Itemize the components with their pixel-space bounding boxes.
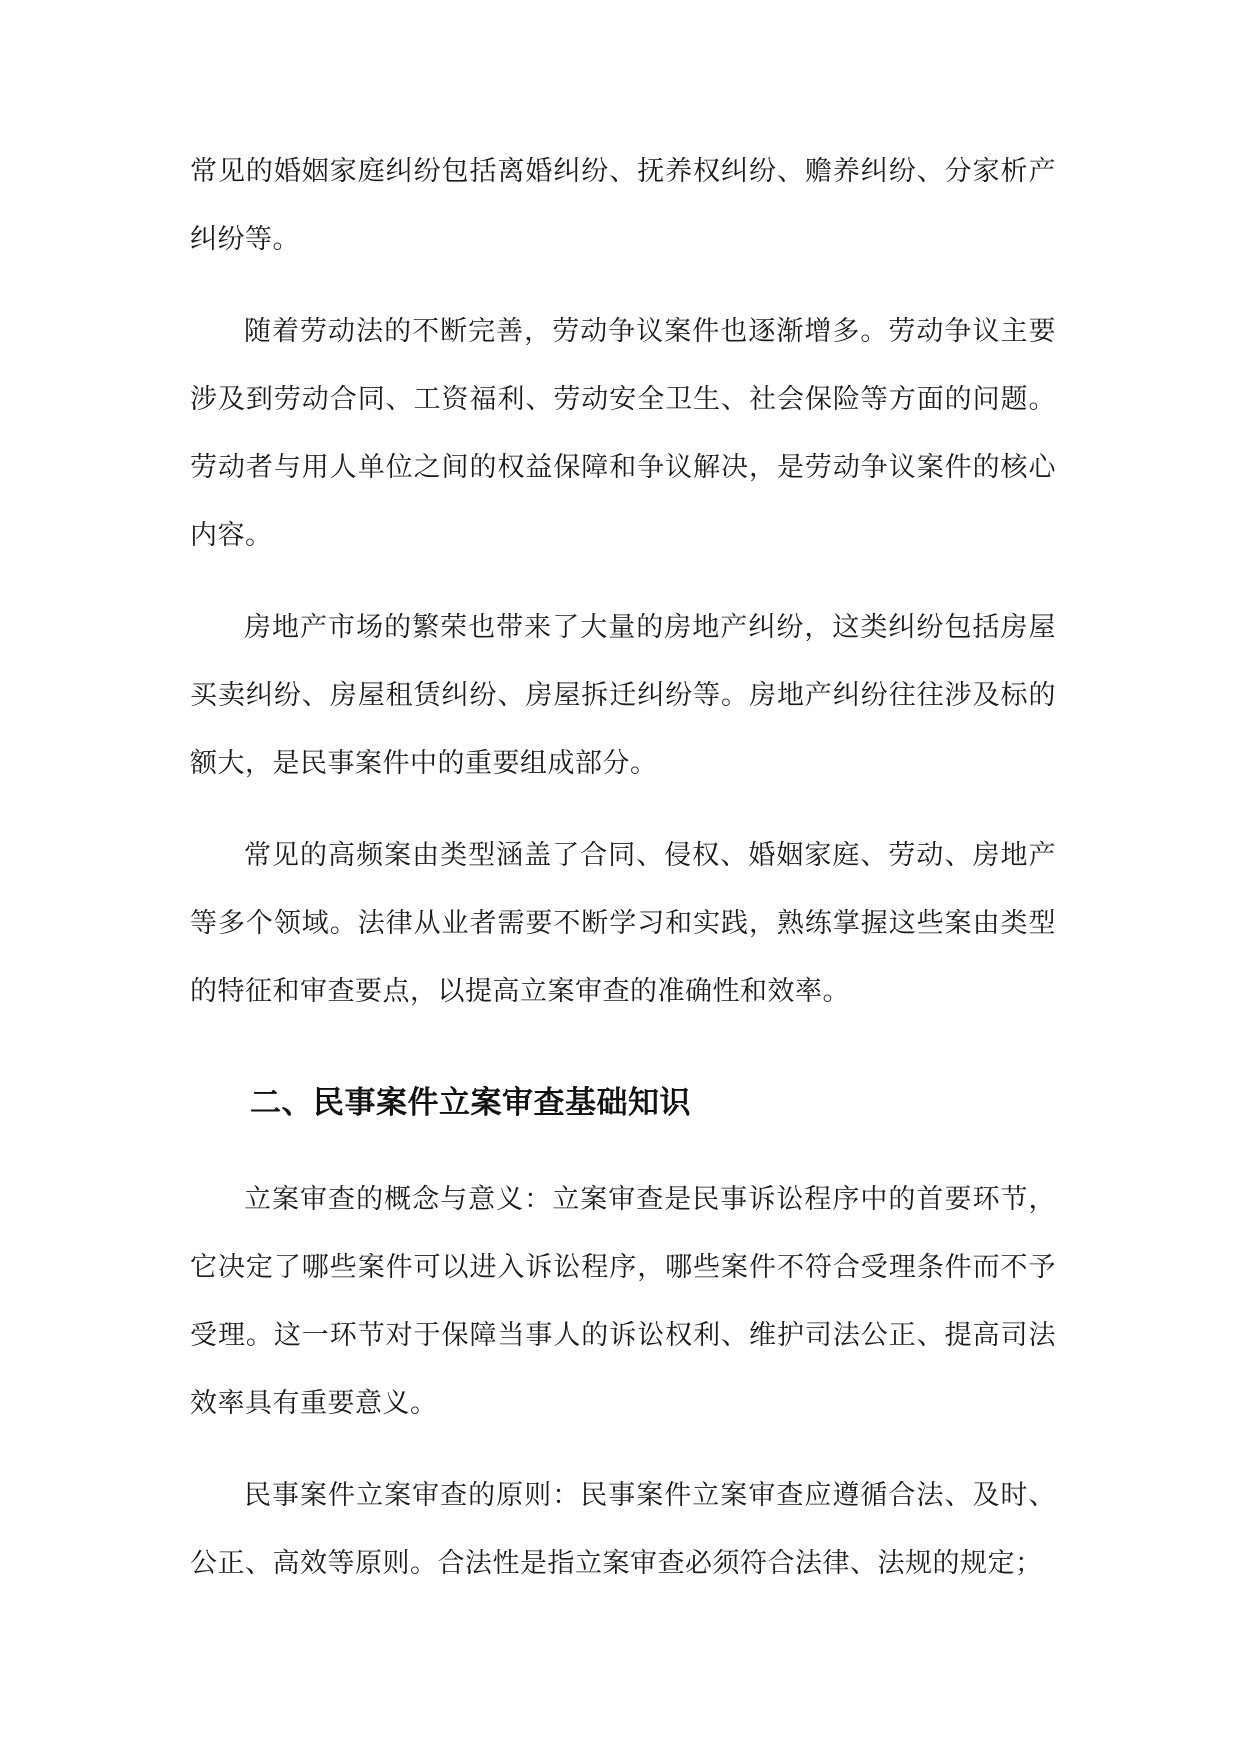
paragraph-real-estate-disputes: 房地产市场的繁荣也带来了大量的房地产纠纷，这类纠纷包括房屋买卖纠纷、房屋租赁纠纷、房屋拆迁纠纷等。房地产纠纷往往涉及标的额大，是民事案件中的重要组成部分。 xyxy=(190,612,1056,779)
paragraph-labor-disputes: 随着劳动法的不断完善，劳动争议案件也逐渐增多。劳动争议主要涉及到劳动合同、工资福利、劳动安全卫生、社会保险等方面的问题。劳动者与用人单位之间的权益保障和争议解决，是劳动争议案件的核心内容。 xyxy=(190,316,1056,551)
paragraph-review-principles: 民事案件立案审查的原则：民事案件立案审查应遵循合法、及时、公正、高效等原则。合法性是指立案审查必须符合法律、法规的规定； xyxy=(190,1480,1056,1579)
document-body xyxy=(190,138,1056,1622)
paragraph-marriage-disputes: 常见的婚姻家庭纠纷包括离婚纠纷、抚养权纠纷、赡养纠纷、分家析产纠纷等。 xyxy=(190,156,1056,255)
paragraph-common-case-types: 常见的高频案由类型涵盖了合同、侵权、婚姻家庭、劳动、房地产等多个领域。法律从业者需要不断学习和实践，熟练掌握这些案由类型的特征和审查要点，以提高立案审查的准确性和效率。 xyxy=(190,840,1056,1007)
section-heading: 二、民事案件立案审查基础知识 xyxy=(250,1085,691,1121)
paragraph-concept-and-significance: 立案审查的概念与意义：立案审查是民事诉讼程序中的首要环节，它决定了哪些案件可以进入诉讼程序，哪些案件不符合受理条件而不予受理。这一环节对于保障当事人的诉讼权利、维护司法公正、提高司法效率具有重要意义。 xyxy=(190,1184,1056,1419)
